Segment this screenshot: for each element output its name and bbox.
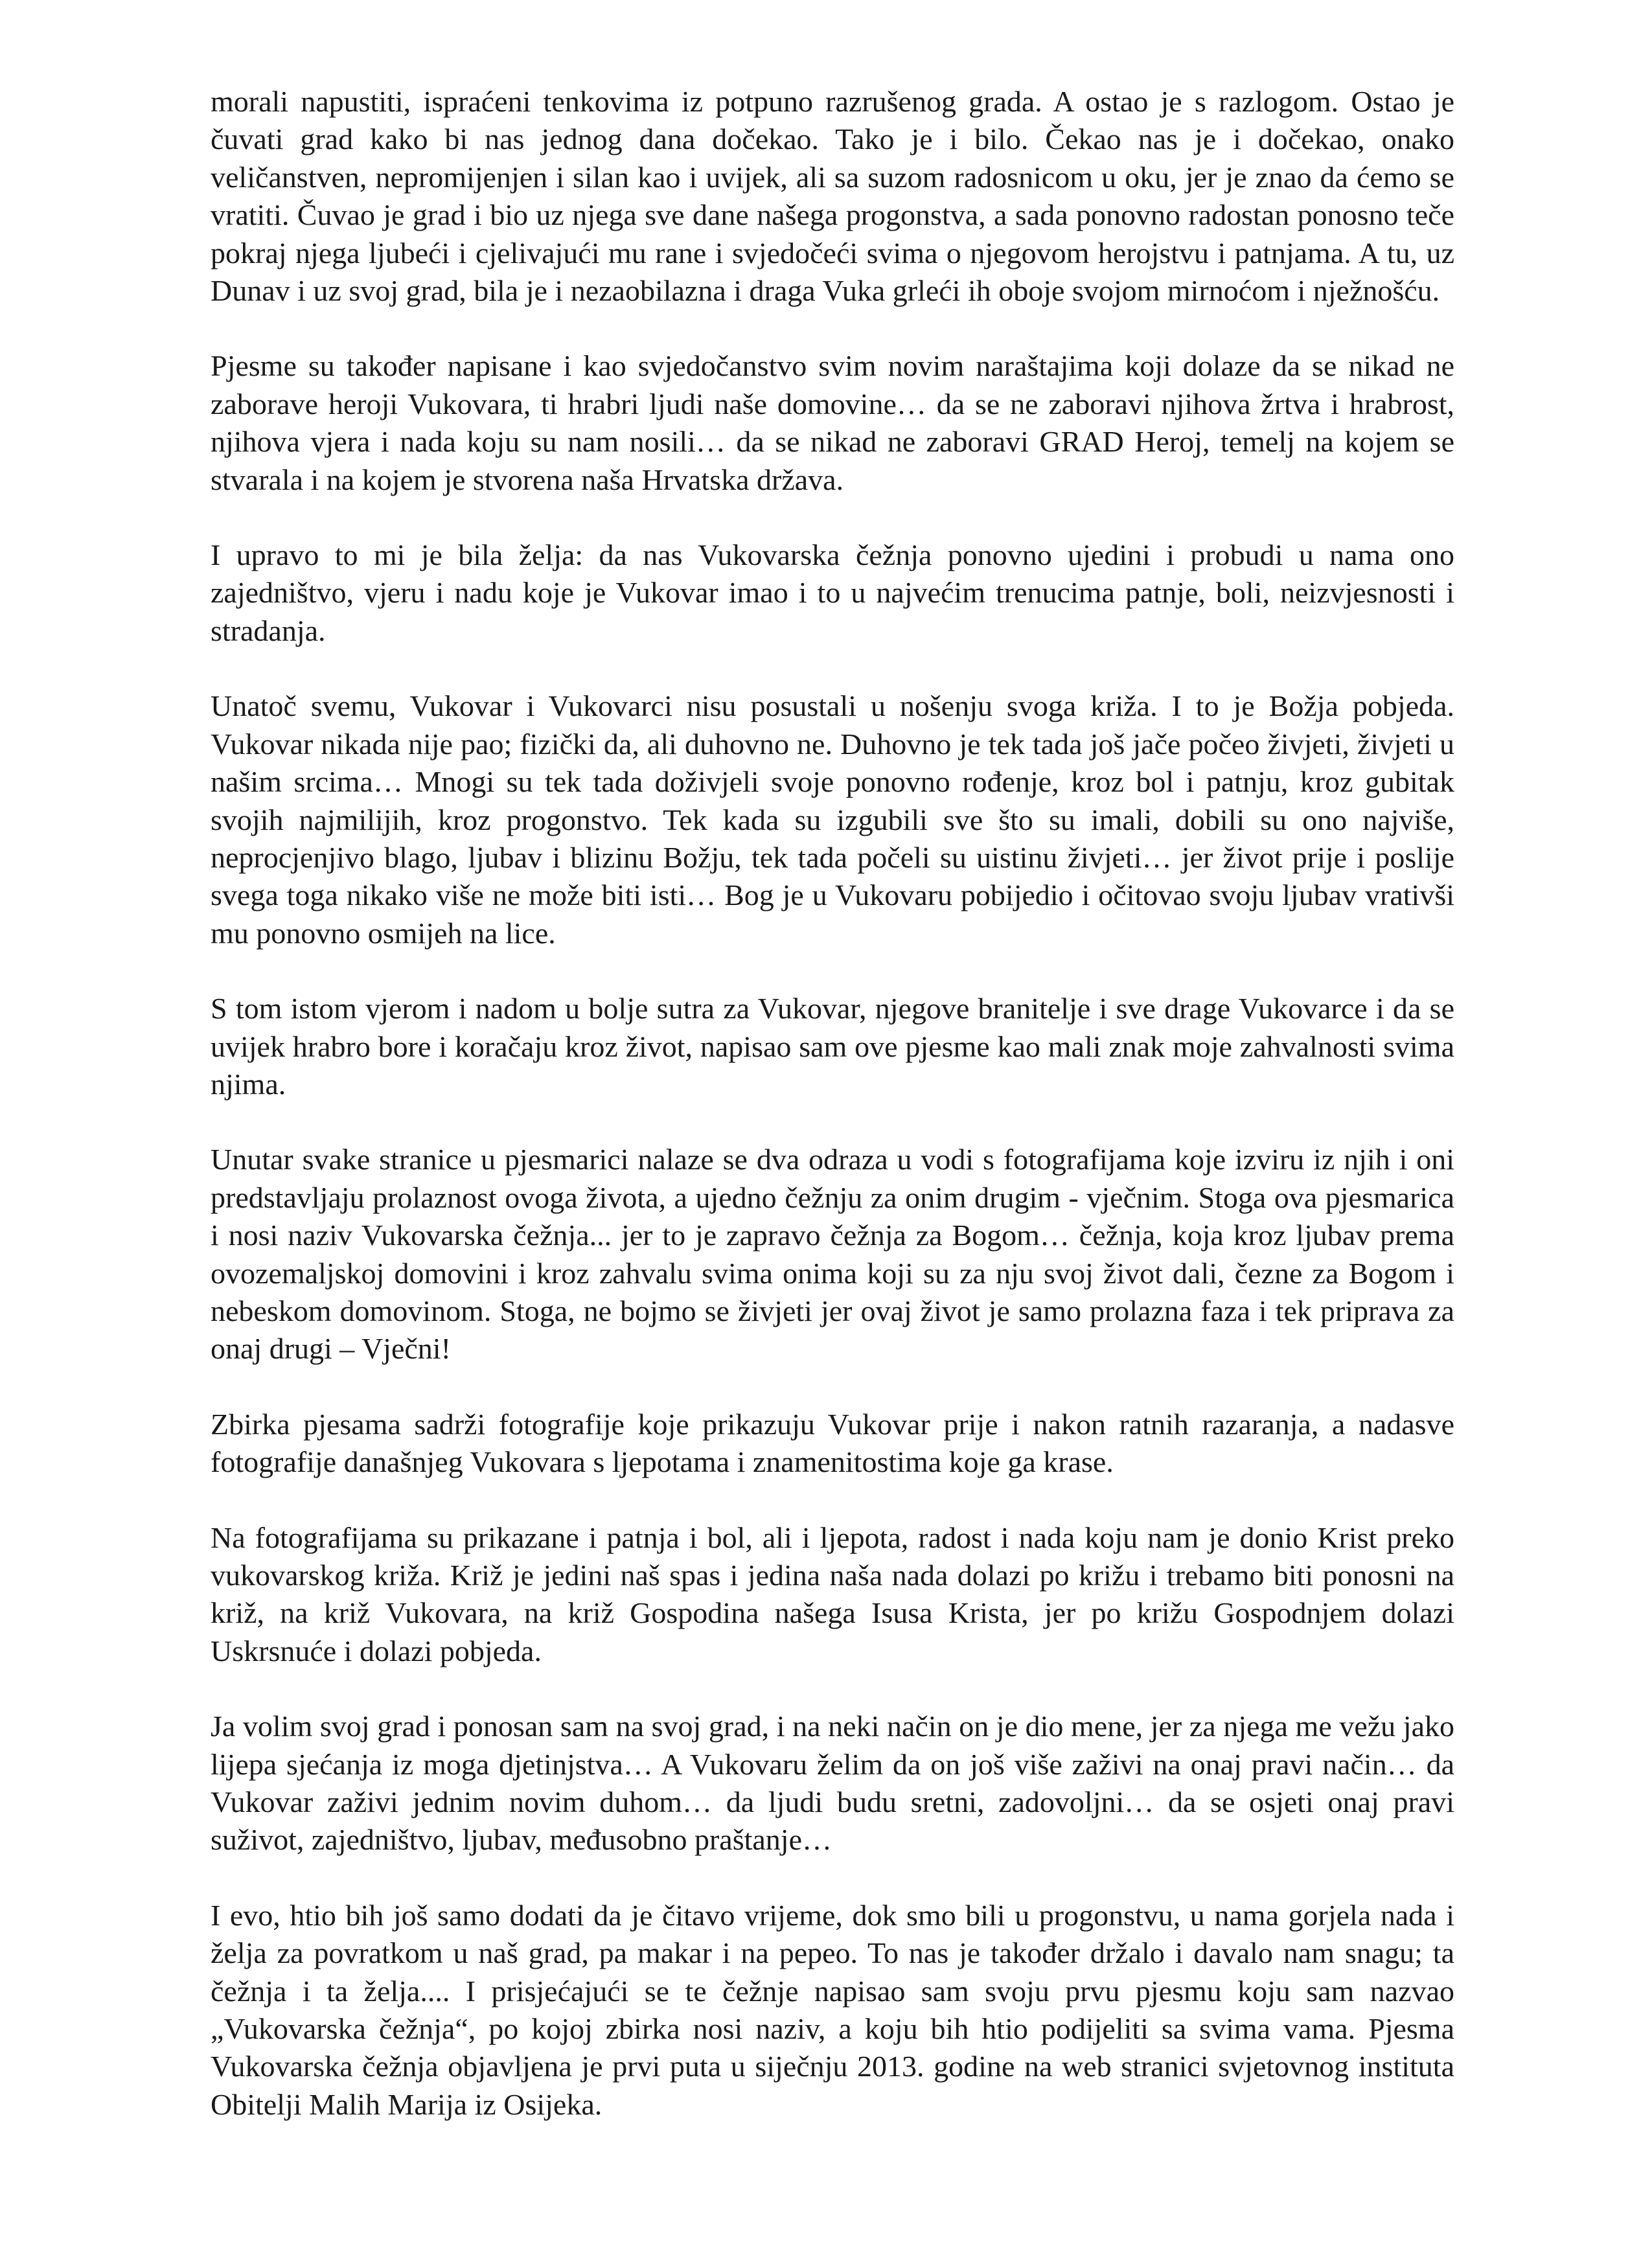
paragraph-reflections: Unutar svake stranice u pjesmarici nalaze se dva odraza u vodi s fotografijama koje izviru iz njih i oni predstavljaju prolaznost ovoga života, a ujedno čežnju za onim drugim - vječnim. Stoga ova pjesmarica i nosi naziv Vukovarska čežnja... jer to je zapravo čežnja za Bogom… čežnja, koja kroz ljubav prema ovozemaljskoj domovini i kroz zahvalu svima onima koji su za nju svoj život dali, čezne za Bogom i nebeskom domovinom. Stoga, ne bojmo se živjeti jer ovaj život je samo prolazna faza i tek priprava za onaj drugi – Vječni! — [211, 1143, 1454, 1366]
paragraph-wish: I upravo to mi je bila želja: da nas Vukovarska čežnja ponovno ujedini i probudi u nama ono zajedništvo, vjeru i nadu koje je Vukovar imao i to u najvećim trenucima patnje, boli, neizvjesnosti i stradanja. — [211, 538, 1454, 647]
paragraph-testimony: Pjesme su također napisane i kao svjedočanstvo svim novim naraštajima koji dolaze da se nikad ne zaborave heroji Vukovara, ti hrabri ljudi naše domovine… da se ne zaboravi njihova žrtva i hrabrost, njihova vjera i nada koju su nam nosili… da se nikad ne zaboravi GRAD Heroj, temelj na kojem se stvarala i na kojem je stvorena naša Hrvatska država. — [211, 349, 1454, 496]
paragraph-exile-river: morali napustiti, ispraćeni tenkovima iz potpuno razrušenog grada. A ostao je s razlogom. Ostao je čuvati grad kako bi nas jednog dana dočekao. Tako je i bilo. Čekao nas je i dočekao, onako veličanstven, nepromijenjen i silan kao i uvijek, ali sa suzom radosnicom u oku, jer je znao da ćemo se vratiti. Čuvao je grad i bio uz njega sve dane našega progonstva, a sada ponovno radostan ponosno teče pokraj njega ljubeći i cjelivajući mu rane i svjedočeći svima o njegovom herojstvu i patnjama. A tu, uz Dunav i uz svoj grad, bila je i nezaobilazna i draga Vuka grleći ih oboje svojom mirnoćom i nježnošću. — [211, 85, 1454, 308]
paragraph-cross: Na fotografijama su prikazane i patnja i bol, ali i ljepota, radost i nada koju nam je donio Krist preko vukovarskog križa. Križ je jedini naš spas i jedina naša nada dolazi po križu i trebamo biti ponosni na križ, na križ Vukovara, na križ Gospodina našega Isusa Krista, jer po križu Gospodnjem dolazi Uskrsnuće i dolazi pobjeda. — [211, 1520, 1454, 1667]
paragraph-love-for-city: Ja volim svoj grad i ponosan sam na svoj grad, i na neki način on je dio mene, jer za njega me vežu jako lijepa sjećanja iz moga djetinjstva… A Vukovaru želim da on još više zaživi na onaj pravi način… da Vukovar zaživi jednim novim duhom… da ljudi budu sretni, zadovoljni… da se osjeti onaj pravi suživot, zajedništvo, ljubav, međusobno praštanje… — [211, 1710, 1454, 1857]
paragraph-first-poem: I evo, htio bih još samo dodati da je čitavo vrijeme, dok smo bili u progonstvu, u nama gorjela nada i želja za povratkom u naš grad, pa makar i na pepeo. To nas je također držalo i davalo nam snagu; ta čežnja i ta želja.... I prisjećajući se te čežnje napisao sam svoju prvu pjesmu koju sam nazvao „Vukovarska čežnja“, po kojoj zbirka nosi naziv, a koju bih htio podijeliti sa svima vama. Pjesma Vukovarska čežnja objavljena je prvi puta u siječnju 2013. godine na web stranici svjetovnog instituta Obitelji Malih Marija iz Osijeka. — [211, 1898, 1454, 2121]
paragraph-gratitude: S tom istom vjerom i nadom u bolje sutra za Vukovar, njegove branitelje i sve drage Vukovarce i da se uvijek hrabro bore i koračaju kroz život, napisao sam ove pjesme kao mali znak moje zahvalnosti svima njima. — [211, 992, 1454, 1101]
document-page — [211, 83, 1454, 2124]
paragraph-photo-collection: Zbirka pjesama sadrži fotografije koje prikazuju Vukovar prije i nakon ratnih razaranja, a nadasve fotografije današnjeg Vukovara s ljepotama i znamenitostima koje ga krase. — [211, 1407, 1454, 1479]
paragraph-victory: Unatoč svemu, Vukovar i Vukovarci nisu posustali u nošenju svoga križa. I to je Božja pobjeda. Vukovar nikada nije pao; fizički da, ali duhovno ne. Duhovno je tek tada još jače počeo živjeti, živjeti u našim srcima… Mnogi su tek tada doživjeli svoje ponovno rođenje, kroz bol i patnju, kroz gubitak svojih najmilijih, kroz progonstvo. Tek kada su izgubili sve što su imali, dobili su ono najviše, neprocjenjivo blago, ljubav i blizinu Božju, tek tada počeli su uistinu živjeti… jer život prije i poslije svega toga nikako više ne može biti isti… Bog je u Vukovaru pobijedio i očitovao svoju ljubav vrativši mu ponovno osmijeh na lice. — [211, 689, 1454, 950]
